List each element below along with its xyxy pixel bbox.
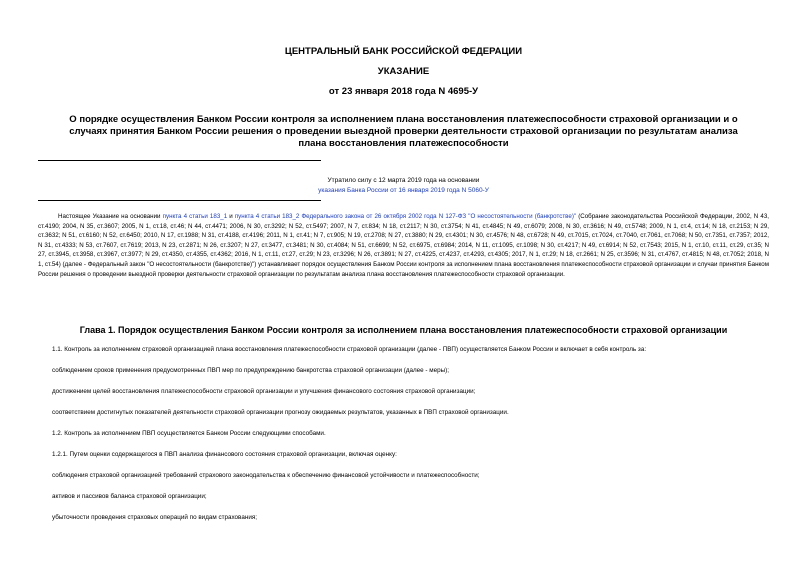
divider bbox=[38, 200, 321, 201]
preamble-text: Настоящее Указание на основании bbox=[58, 213, 163, 220]
chapter-paragraph: соблюдения страховой организацией требований страхового законодательства к обеспечению финансовой устойчивости и платежеспособности; bbox=[52, 472, 480, 479]
preamble-paragraph bbox=[38, 212, 769, 279]
chapter-paragraph: 1.1. Контроль за исполнением страховой организацией плана восстановления платежеспособности страховой организации (далее - ПВП) осуществляется Банком России и включает в себя контроль за: bbox=[52, 346, 647, 353]
chapter-paragraph: активов и пассивов баланса страховой организации; bbox=[52, 493, 207, 500]
chapter-paragraph: 1.2. Контроль за исполнением ПВП осуществляется Банком России следующими способами. bbox=[52, 430, 326, 437]
document-date-heading: от 23 января 2018 года N 4695-У bbox=[328, 86, 479, 97]
preamble-text: и bbox=[227, 213, 235, 220]
lost-force-note bbox=[0, 176, 807, 196]
federal-law-link[interactable]: пункта 4 статьи 183_2 Федерального закона от 26 октября 2002 года N 127-ФЗ "О несостоятельности (банкротстве)" bbox=[234, 213, 577, 220]
document-title: О порядке осуществления Банком России контроля за исполнением плана восстановления платежеспособности страховой организации и о случаях принятия Банком России решения о проведении выездной проверки деятельности страховой организации по результатам анализа плана восстановления платежеспособности bbox=[69, 114, 738, 149]
chapter-paragraph: 1.2.1. Путем оценки содержащегося в ПВП анализа финансового состояния страховой организации, включая оценку: bbox=[52, 451, 397, 458]
chapter-paragraph: соблюдением сроков применения предусмотренных ПВП мер по предупреждению банкротства страховой организации (далее - меры); bbox=[52, 367, 449, 374]
divider bbox=[38, 160, 321, 161]
chapter-paragraph: достижением целей восстановления платежеспособности страховой организации и улучшения финансового состояния страховой организации; bbox=[52, 388, 476, 395]
preamble-text: (Собрание законодательства Российской Федерации, 2002, N 43, ст.4190; 2004, N 35, ст.3607; 2005, N 1, ст.18, ст.46; N 44, ст.4471; 2006, N 30, ст.3292; N 52, ст.5497; 2007, N 7, ст.834; N 18, ст.2117; N 30, ст.3754; N 41, ст.4845; N 49, ст.6079; 2008, N 30, ст.3616; N 49, ст.5748; 2009, N 1, ст.4, ст.14; N 18, ст.2153; N 29, ст.3632; N 51, ст.6160; N 52, ст.6450; 2010, N 17, ст.1988; N 31, ст.4188, ст.4196; 2011, N 1, ст.41; N 7, ст.905; N 19, ст.2708; N 27, ст.3880; N 29, ст.4301; N 30, ст.4576; N 48, ст.6728; N 49, ст.7015, ст.7024, ст.7040, ст.7061, ст.7068; N 50, ст.7351, ст.7357; 2012, N 31, ст.4333; N 53, ст.7607, ст.7619; 2013, N 23, ст.2871; N 26, ст.3207; N 27, ст.3477, ст.3481; N 30, ст.4084; N 51, ст.6699; N 52, ст.6975, ст.6984; 2014, N 11, ст.1095, ст.1098; N 30, ст.4217; N 49, ст.6914; N 52, ст.7543; 2015, N 1, ст.10, ст.11, ст.29, ст.35; N 27, ст.3945, ст.3958, ст.3967, ст.3977; N 29, ст.4350, ст.4355, ст.4362; 2016, N 1, ст.11, ст.27, ст.29; N 23, ст.3296; N 26, ст.3891; N 27, ст.4225, ст.4237, ст.4293, ст.4305; 2017, N 1, ст.29; N 18, ст.2661; N 25, ст.3596; N 31, ст.4767, ст.4815; N 48, ст.7052; 2018, N 1, ст.54) (далее - Федеральный закон "О несостоятельности (банкротстве)") устанавливает порядок осуществления Банком России контроля за исполнением плана восстановления платежеспособности страховой организации и случаи принятия Банком России решения о проведении выездной проверки деятельности страховой организации по результатам анализа плана восстановления платежеспособности страховой организации. bbox=[38, 213, 770, 278]
lost-force-link[interactable]: указания Банка России от 16 января 2019 года N 5060-У bbox=[318, 187, 489, 194]
chapter-paragraph: убыточности проведения страховых операций по видам страхования; bbox=[52, 514, 257, 521]
issuer-heading: ЦЕНТРАЛЬНЫЙ БАНК РОССИЙСКОЙ ФЕДЕРАЦИИ bbox=[284, 46, 523, 57]
lost-force-text: Утратило силу с 12 марта 2019 года на основании bbox=[327, 177, 480, 184]
law-article-link[interactable]: пункта 4 статьи 183_1 bbox=[162, 213, 228, 220]
chapter-heading: Глава 1. Порядок осуществления Банком России контроля за исполнением плана восстановления платежеспособности страховой организации bbox=[79, 325, 728, 335]
chapter-paragraph: соответствием достигнутых показателей деятельности страховой организации прогнозу ожидаемых результатов, указанных в ПВП страховой организации. bbox=[52, 409, 509, 416]
document-type-heading: УКАЗАНИЕ bbox=[377, 66, 430, 77]
